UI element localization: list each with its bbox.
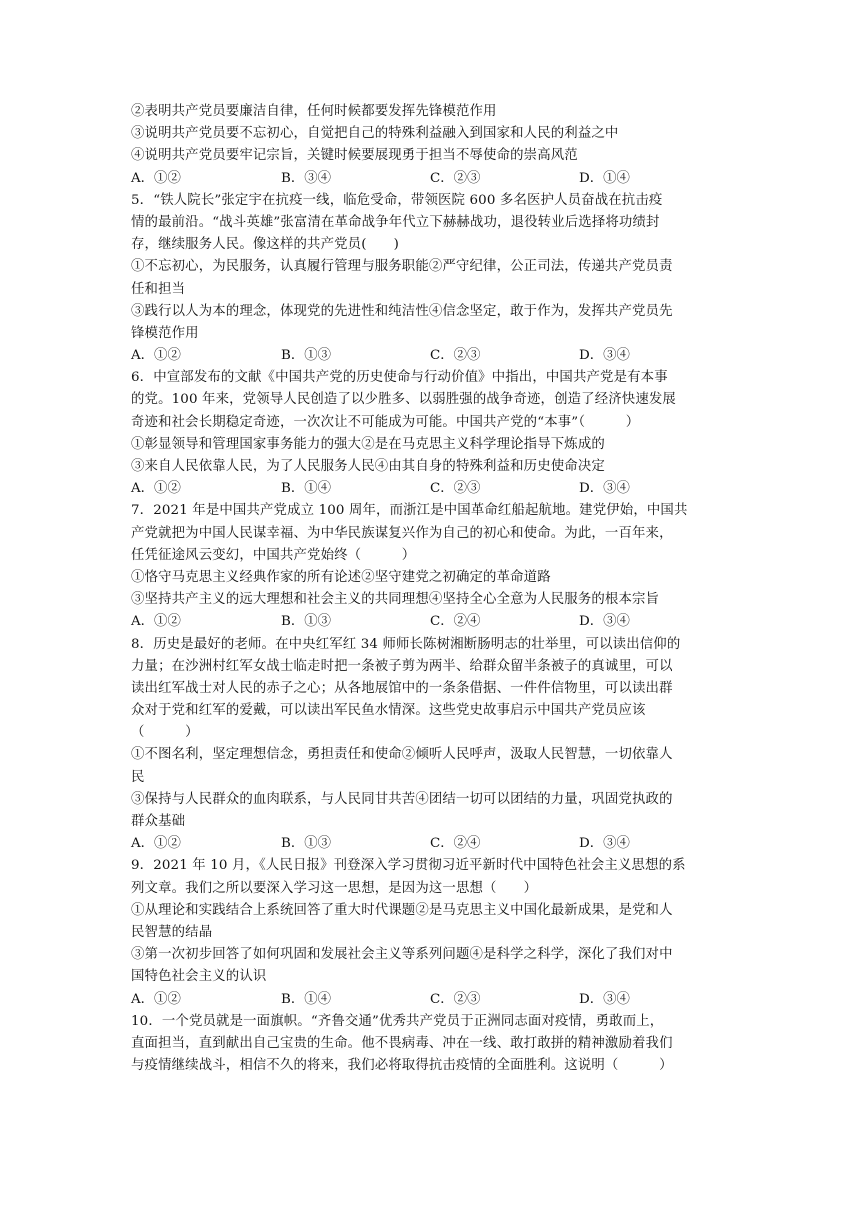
statement-line: ③第一次初步回答了如何巩固和发展社会主义等系列问题④是科学之科学，深化了我们对中 (131, 947, 673, 963)
answer-options (131, 168, 731, 190)
question-line: 奇迹和社会长期稳定奇迹，一次次让不可能成为可能。中国共产党的“本事”（ ） (131, 414, 640, 430)
option-a: A．①② (131, 481, 181, 497)
question-6 (131, 367, 731, 500)
question-line: （ ） (131, 725, 199, 741)
option-a: A．①② (131, 170, 181, 186)
statement-line: ③坚持共产主义的远大理想和社会主义的共同理想④坚持全心全意为人民服务的根本宗旨 (131, 592, 660, 608)
statement-line: 锋模范作用 (131, 325, 199, 341)
question-10 (131, 1011, 731, 1078)
option-d: D．③④ (579, 348, 630, 364)
question-line: 8．历史是最好的老师。在中央红军红 34 师师长陈树湘断肠明志的壮举里，可以读出信仰的 (131, 636, 681, 652)
statement-line: ③践行以人为本的理念，体现党的先进性和纯洁性④信念坚定，敢于作为，发挥共产党员先 (131, 303, 673, 319)
statement-line: ①不图名利，坚定理想信念，勇担责任和使命②倾听人民呼声，汲取人民智慧，一切依靠人 (131, 747, 673, 763)
option-a: A．①② (131, 991, 181, 1007)
question-line: 7．2021 年是中国共产党成立 100 周年，而浙江是中国革命红船起航地。建党伊始，中国共 (131, 503, 688, 519)
option-d: D．③④ (579, 836, 630, 852)
option-b: B．③④ (281, 170, 332, 186)
question-line: 力量；在沙洲村红军女战士临走时把一条被子剪为两半、给群众留半条被子的真诚里，可以 (131, 658, 673, 674)
option-d: D．③④ (579, 481, 630, 497)
answer-options (131, 989, 731, 1011)
statement-line: ③来自人民依靠人民，为了人民服务人民④由其自身的特殊利益和历史使命决定 (131, 459, 605, 474)
option-a: A．①② (131, 836, 181, 852)
question-4-continued (131, 101, 731, 190)
option-b: B．①④ (281, 991, 332, 1007)
question-line: 与疫情继续战斗，相信不久的将来，我们必将取得抗击疫情的全面胜利。这说明（ ） (131, 1058, 673, 1074)
option-a: A．①② (131, 348, 181, 364)
statement-line: ①恪守马克思主义经典作家的所有论述②坚守建党之初确定的革命道路 (131, 569, 551, 585)
exam-document (131, 101, 731, 1077)
question-line: 任凭征途风云变幻，中国共产党始终（ ） (131, 547, 416, 563)
option-c: C．②③ (430, 348, 481, 364)
option-b: B．①③ (281, 836, 332, 852)
option-c: C．②④ (430, 614, 481, 630)
question-line: 9．2021 年 10 月，《人民日报》刊登深入学习贯彻习近平新时代中国特色社会主义思想的系 (131, 858, 686, 874)
question-8 (131, 634, 731, 856)
option-d: D．①④ (579, 170, 630, 186)
answer-options (131, 345, 731, 367)
option-b: B．①③ (281, 614, 332, 630)
statement-line: ①彰显领导和管理国家事务能力的强大②是在马克思主义科学理论指导下炼成的 (131, 436, 605, 452)
question-line: 众对于党和红军的爱戴，可以读出军民鱼水情深。这些党史故事启示中国共产党员应该 (131, 703, 646, 719)
question-5 (131, 190, 731, 368)
question-line: 6．中宣部发布的文献《中国共产党的历史使命与行动价值》中指出，中国共产党是有本事 (131, 370, 668, 386)
answer-options (131, 833, 731, 855)
option-b: B．①③ (281, 348, 332, 364)
statement-line: 民 (131, 769, 145, 785)
option-a: A．①② (131, 614, 181, 630)
question-line: 10．一个党员就是一面旗帜。“齐鲁交通”优秀共产党员于正洲同志面对疫情，勇敢而上， (131, 1013, 664, 1029)
statement-line: 任和担当 (131, 281, 186, 297)
option-d: D．③④ (579, 614, 630, 630)
statement-line: ④说明共产党员要牢记宗旨，关键时候要展现勇于担当不辱使命的崇高风范 (131, 148, 578, 164)
question-line: 情的最前沿。“战斗英雄”张富清在革命战争年代立下赫赫战功，退役转业后选择将功绩封 (131, 214, 660, 230)
statement-line: ①从理论和实践结合上系统回答了重大时代课题②是马克思主义中国化最新成果，是党和人 (131, 902, 673, 918)
statement-line: 民智慧的结晶 (131, 924, 213, 940)
option-d: D．③④ (579, 991, 630, 1007)
question-line: 5．“铁人院长”张定宇在抗疫一线，临危受命，带领医院 600 多名医护人员奋战在抗击疫 (131, 192, 663, 208)
statement-line: ①不忘初心，为民服务，认真履行管理与服务职能②严守纪律，公正司法，传递共产党员责 (131, 259, 673, 275)
option-c: C．②③ (430, 170, 481, 186)
question-line: 直面担当，直到献出自己宝贵的生命。他不畏病毒、冲在一线、敢打敢拼的精神激励着我们 (131, 1035, 673, 1051)
option-c: C．②③ (430, 991, 481, 1007)
option-c: C．②③ (430, 481, 481, 497)
option-b: B．①④ (281, 481, 332, 497)
statement-line: ③说明共产党员要不忘初心，自觉把自己的特殊利益融入到国家和人民的利益之中 (131, 126, 619, 142)
statement-line: ③保持与人民群众的血肉联系，与人民同甘共苦④团结一切可以团结的力量，巩固党执政的 (131, 791, 673, 807)
answer-options (131, 478, 731, 500)
statement-line: 国特色社会主义的认识 (131, 969, 267, 985)
question-line: 读出红军战士对人民的赤子之心；从各地展馆中的一条条借据、一件件信物里，可以读出群 (131, 680, 673, 696)
question-line: 的党。100 年来，党领导人民创造了以少胜多、以弱胜强的战争奇迹，创造了经济快速发展 (131, 392, 676, 408)
option-c: C．②④ (430, 836, 481, 852)
question-line: 列文章。我们之所以要深入学习这一思想，是因为这一思想（ ） (131, 880, 538, 896)
question-9 (131, 855, 731, 1010)
question-7 (131, 500, 731, 633)
statement-line: 群众基础 (131, 814, 186, 829)
question-line: 产党就把为中国人民谋幸福、为中华民族谋复兴作为自己的初心和使命。为此，一百年来， (131, 525, 673, 541)
answer-options (131, 611, 731, 633)
question-line: 存，继续服务人民。像这样的共产党员( ) (131, 237, 400, 253)
statement-line: ②表明共产党员要廉洁自律，任何时候都要发挥先锋模范作用 (131, 104, 497, 119)
